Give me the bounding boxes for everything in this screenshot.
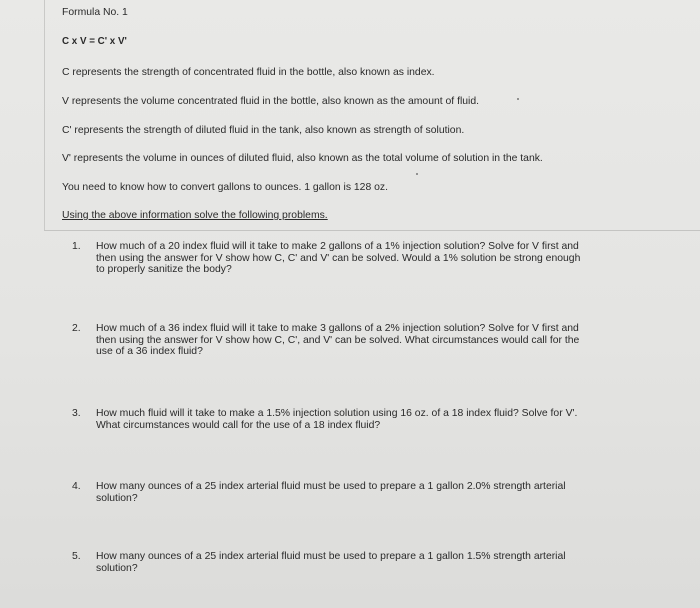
problem-number: 3.: [72, 408, 81, 419]
problem-number: 4.: [72, 481, 81, 492]
problem-text: How much fluid will it take to make a 1.5% injection solution using 16 oz. of a 18 index fluid? Solve for V'. What circumstances would call for the use of a 18 index fluid?: [96, 408, 578, 431]
definition-c-prime: C' represents the strength of diluted fluid in the tank, also known as strength of solution.: [62, 125, 465, 136]
speck-mark: [517, 98, 519, 100]
definition-v-prime: V' represents the volume in ounces of diluted fluid, also known as the total volume of solution in the tank.: [62, 153, 543, 164]
conversion-note: You need to know how to convert gallons to ounces. 1 gallon is 128 oz.: [62, 182, 388, 193]
problem-text: How many ounces of a 25 index arterial fluid must be used to prepare a 1 gallon 1.5% strength arterial solution?: [96, 551, 566, 574]
problem-text: How many ounces of a 25 index arterial fluid must be used to prepare a 1 gallon 2.0% strength arterial solution?: [96, 481, 566, 504]
problem-text: How much of a 20 index fluid will it take to make 2 gallons of a 1% injection solution? Solve for V first and then using the answer for V show how C, C' and V' can be solved. Would a 1% solution be strong enough to properly sanitize the body?: [96, 241, 581, 276]
divider-line: [44, 230, 700, 231]
problem-number: 1.: [72, 241, 81, 252]
instruction-heading: Using the above information solve the following problems.: [62, 210, 328, 221]
definition-v: V represents the volume concentrated fluid in the bottle, also known as the amount of fluid.: [62, 96, 480, 107]
margin-line: [44, 0, 45, 230]
definition-c: C represents the strength of concentrated fluid in the bottle, also known as index.: [62, 67, 435, 78]
formula-equation: C x V = C' x V': [62, 36, 127, 47]
speck-mark: [416, 173, 418, 175]
problem-number: 5.: [72, 551, 81, 562]
problem-number: 2.: [72, 323, 81, 334]
problem-text: How much of a 36 index fluid will it take to make 3 gallons of a 2% injection solution? Solve for V first and then using the answer for V show how C, C', and V' can be solved. What circumstances would call for the use of a 36 index fluid?: [96, 323, 580, 358]
formula-title: Formula No. 1: [62, 7, 128, 18]
